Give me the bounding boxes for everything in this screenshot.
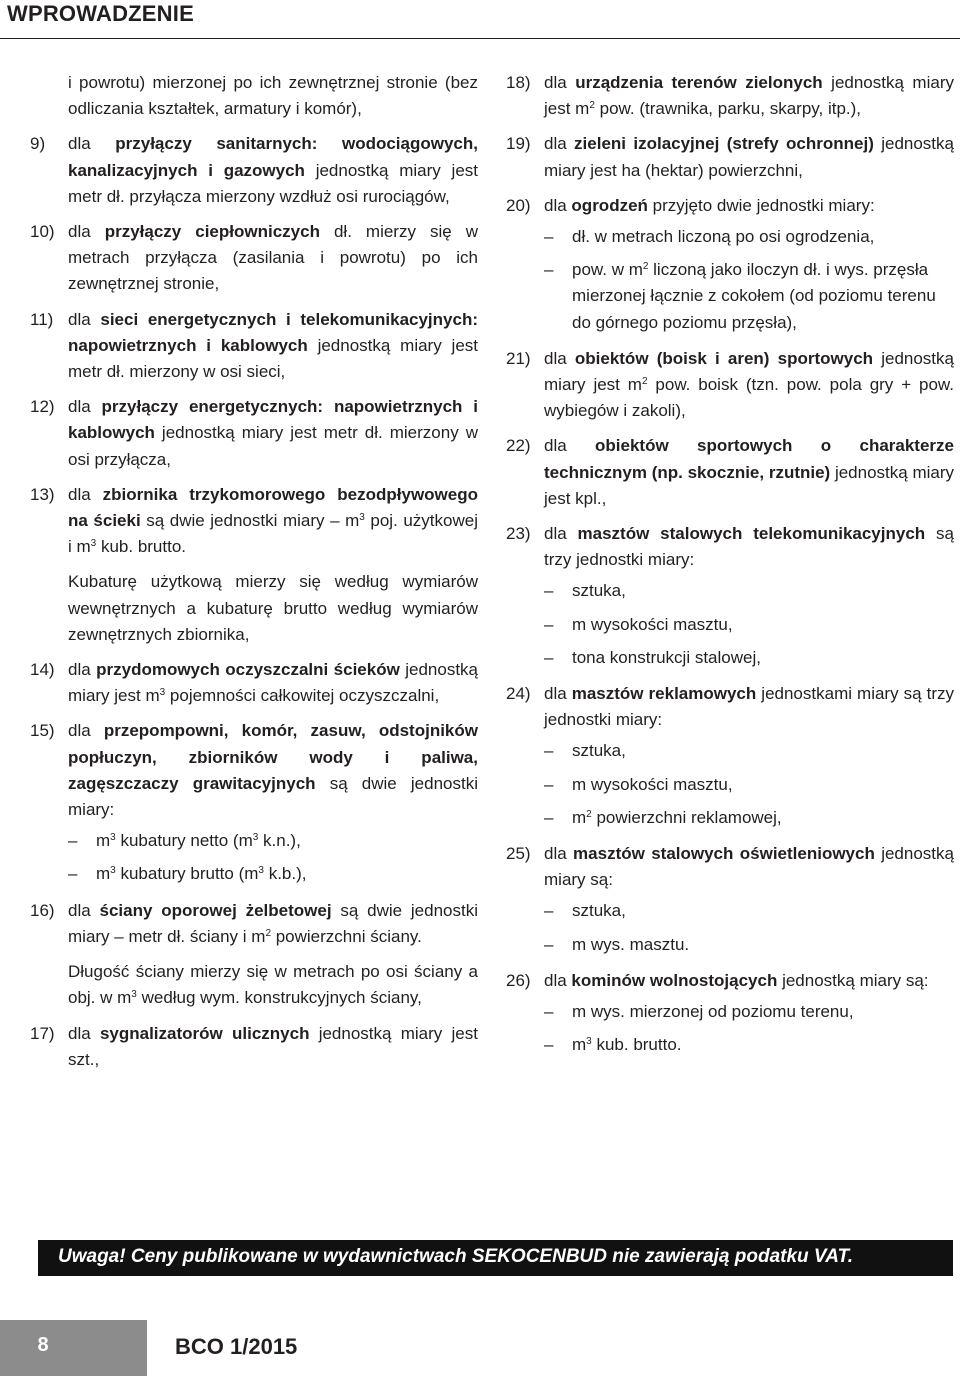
item-description: pojemności całkowitej oczyszczalni, <box>165 686 440 706</box>
item-prefix: dla <box>544 195 572 215</box>
item-prefix: dla <box>544 524 578 544</box>
item-description: jednostką miary jest m <box>68 660 478 706</box>
sub-item <box>30 828 478 854</box>
sub-item <box>506 738 954 764</box>
page-number-box <box>0 1320 147 1376</box>
item-number: 20) <box>506 195 531 215</box>
sub-item-text: sztuka, <box>572 741 626 761</box>
item-prefix: dla <box>68 900 100 920</box>
list-item-19 <box>506 131 954 183</box>
item-prefix: dla <box>544 348 575 368</box>
item-subject: obiektów (boisk i aren) sportowych <box>574 348 874 368</box>
item-description: poj. użytkowej i m <box>68 511 478 557</box>
text-run: kubatury brutto (m <box>115 864 259 884</box>
item-number: 13) <box>30 484 55 504</box>
item-number: 14) <box>30 660 55 680</box>
list-item-18 <box>506 70 954 122</box>
item-prefix: dla <box>544 844 574 864</box>
item-description: przyjęto dwie jednostki miary: <box>647 195 875 215</box>
left-column <box>30 70 478 1082</box>
superscript: 3 <box>159 687 166 699</box>
dash-bullet: – <box>544 227 554 247</box>
list-item-22 <box>506 433 954 512</box>
item-subject: przepompowni, komór, zasuw, odstojników popłuczyn, zbiorników wody i paliwa, zagęszczaczy grawitacyjnych <box>68 721 478 793</box>
superscript: 3 <box>90 538 97 550</box>
dash-bullet: – <box>544 1035 554 1055</box>
item-description: jednostką miary jest ha (hektar) powierzchni, <box>544 134 954 180</box>
item-text <box>544 681 954 733</box>
list-item-25 <box>506 841 954 893</box>
sub-item-text: sztuka, <box>572 901 626 921</box>
sub-item <box>506 898 954 924</box>
item-description: jednostką miary są: <box>777 970 929 990</box>
sub-item <box>506 772 954 798</box>
vat-notice-bar <box>38 1240 953 1276</box>
item-subject: przyłączy energetycznych: napowietrznych i kablowych <box>68 397 478 443</box>
page-number: 8 <box>37 1334 49 1356</box>
item-prefix: dla <box>544 73 576 92</box>
sub-item-text: dł. w metrach liczoną po osi ogrodzenia, <box>572 227 875 247</box>
sub-item <box>506 645 954 671</box>
item-subject: masztów stalowych telekomunikacyjnych <box>577 524 926 544</box>
section-title: WPROWADZENIE <box>7 1 194 26</box>
sub-item <box>30 861 478 887</box>
item-number: 23) <box>506 524 531 544</box>
item-number: 17) <box>30 1023 55 1043</box>
text-run: kubatury netto (m <box>115 831 253 851</box>
item-text <box>544 841 954 893</box>
superscript: 3 <box>110 832 116 844</box>
item-number: 15) <box>30 721 55 741</box>
list-item-26 <box>506 968 954 994</box>
item-description: jednostką miary jest kpl., <box>544 462 954 508</box>
item-subject: przydomowych oczyszczalni ścieków <box>96 660 400 680</box>
item-description: jednostkami miary są trzy jednostki miary: <box>544 684 954 730</box>
item-prefix: dla <box>544 134 575 154</box>
dash-bullet: – <box>544 1002 554 1022</box>
sub-item <box>506 224 954 250</box>
item-text <box>544 193 954 219</box>
text-run: powierzchni reklamowej, <box>591 807 782 827</box>
sub-item <box>506 257 954 336</box>
sub-item <box>506 999 954 1025</box>
item-number: 22) <box>506 436 531 456</box>
item-subject: kominów wolnostojących <box>571 970 778 990</box>
dash-bullet: – <box>544 901 554 921</box>
sub-item <box>506 805 954 831</box>
text-run: m <box>96 831 111 851</box>
item-description: są trzy jednostki miary: <box>544 524 954 570</box>
item-number: 26) <box>506 970 531 990</box>
text-run: m <box>572 807 587 827</box>
item-subject: sygnalizatorów ulicznych <box>99 1023 310 1043</box>
item-text <box>544 346 954 425</box>
item-description: jednostką miary jest m <box>544 348 954 395</box>
superscript: 3 <box>131 989 137 1001</box>
dash-bullet: – <box>544 774 554 794</box>
item-subject: masztów stalowych oświetleniowych <box>573 844 875 864</box>
dash-bullet: – <box>544 934 554 954</box>
list-item-15 <box>30 718 478 823</box>
sub-item-text: sztuka, <box>572 581 626 601</box>
item-description: jednostką miary jest metr dł. mierzony w osi przyłącza, <box>68 423 478 469</box>
dash-bullet: – <box>544 614 554 634</box>
superscript: 3 <box>110 865 116 877</box>
sub-item <box>506 932 954 958</box>
right-column <box>506 70 954 1066</box>
item-number: 19) <box>506 134 531 154</box>
item-prefix: dla <box>68 309 101 329</box>
item-prefix: dla <box>68 1023 100 1043</box>
item-prefix: dla <box>68 721 104 741</box>
sub-item-text: m wys. mierzonej od poziomu terenu, <box>572 1002 854 1022</box>
list-item-23 <box>506 521 954 573</box>
item-subject: zbiornika trzykomorowego bezodpływowego na ścieki <box>68 484 478 531</box>
item-subject: przyłączy sanitarnych: wodociągowych, kanalizacyjnych i gazowych <box>68 134 478 180</box>
text-run: k.b.), <box>263 864 307 884</box>
intro-continuation: i powrotu) mierzonej po ich zewnętrznej stronie (bez odliczania kształtek, armatury i komór), <box>68 73 478 119</box>
superscript: 3 <box>252 832 259 844</box>
sub-item-text: m wysokości masztu, <box>572 614 733 634</box>
superscript: 2 <box>642 261 649 273</box>
item-subject: masztów reklamowych <box>571 684 757 704</box>
text-run: Długość ściany mierzy się w metrach po osi ściany a obj. w m <box>68 962 478 1008</box>
sub-item-text: m wysokości masztu, <box>572 774 733 794</box>
item-13-note: Kubaturę użytkową mierzy się według wymiarów wewnętrznych a kubaturę brutto według wymiarów zewnętrznych zbiornika, <box>68 572 478 644</box>
item-subject: urządzenia terenów zielonych <box>575 73 823 92</box>
list-item-14 <box>30 657 478 709</box>
item-text <box>68 718 478 823</box>
list-item-17 <box>30 1021 478 1073</box>
item-prefix: dla <box>68 397 102 417</box>
item-description: są dwie jednostki miary: <box>68 773 478 820</box>
item-description: jednostką miary jest metr dł. mierzony w osi sieci, <box>68 335 478 382</box>
sub-item-text <box>572 1032 682 1058</box>
superscript: 2 <box>589 100 595 112</box>
superscript: 3 <box>586 1036 592 1048</box>
item-subject: zieleni izolacyjnej (strefy ochronnej) <box>574 134 874 154</box>
dash-bullet: – <box>544 741 554 761</box>
item-text <box>68 657 478 709</box>
list-item-9 <box>30 131 478 210</box>
superscript: 2 <box>265 927 271 939</box>
list-item-12 <box>30 394 478 473</box>
item-text <box>68 394 478 473</box>
text-run: liczoną jako iloczyn dł. i wys. przęsła mierzonej łącznie z cokołem (od poziomu terenu do górnego poziomu przęsła), <box>572 260 936 332</box>
item-text <box>544 968 954 994</box>
item-subject: przyłączy ciepłowniczych <box>104 222 320 242</box>
text-run: m <box>572 1035 587 1055</box>
page-header <box>0 0 960 30</box>
sub-item-text <box>572 805 782 831</box>
item-number: 18) <box>506 73 531 92</box>
sub-item <box>506 578 954 604</box>
item-number: 10) <box>30 222 55 242</box>
item-description: powierzchni ściany. <box>271 926 422 946</box>
item-description: dł. mierzy się w metrach przyłącza (zasilania i powrotu) po ich zewnętrznej stronie, <box>68 222 478 294</box>
list-item-24 <box>506 681 954 733</box>
item-prefix: dla <box>544 684 572 704</box>
list-item-10 <box>30 219 478 298</box>
item-prefix: dla <box>544 436 596 456</box>
superscript: 3 <box>258 865 264 877</box>
header-divider <box>0 38 960 39</box>
item-text <box>68 1021 478 1073</box>
dash-bullet: – <box>68 864 78 884</box>
sub-item <box>506 1032 954 1058</box>
item-prefix: dla <box>68 660 97 680</box>
dash-bullet: – <box>544 581 554 601</box>
item-number: 24) <box>506 684 531 704</box>
superscript: 2 <box>586 808 592 820</box>
item-prefix: dla <box>68 484 103 504</box>
item-description: są dwie jednostki miary – m <box>140 511 360 531</box>
item-description: pow. boisk (tzn. pow. pola gry + pow. wybiegów i zakoli), <box>544 375 954 421</box>
item-text <box>544 521 954 573</box>
item-prefix: dla <box>544 970 572 990</box>
sub-item-text: tona konstrukcji stalowej, <box>572 647 761 667</box>
vat-notice-text: Uwaga! Ceny publikowane w wydawnictwach SEKOCENBUD nie zawierają podatku VAT. <box>58 1246 853 1267</box>
item-text <box>544 433 954 512</box>
item-text <box>68 307 478 386</box>
sub-item-text <box>96 861 306 887</box>
sub-item <box>506 612 954 638</box>
list-item-16 <box>30 898 478 950</box>
list-item-21 <box>506 346 954 425</box>
item-prefix: dla <box>68 134 116 154</box>
item-number: 12) <box>30 397 55 417</box>
text-run: kub. brutto. <box>591 1035 682 1055</box>
text-run: według wym. konstrukcyjnych ściany, <box>136 988 422 1008</box>
text-run: m <box>96 864 111 884</box>
item-subject: obiektów sportowych o charakterze technicznym (np. skocznie, rzutnie) <box>544 436 954 482</box>
item-number: 16) <box>30 900 55 920</box>
item-16-note <box>30 959 478 1011</box>
item-text <box>68 131 478 210</box>
sub-item-text <box>572 257 954 336</box>
item-description: jednostką miary jest metr dł. przyłącza mierzony wzdłuż osi rurociągów, <box>68 160 478 206</box>
text-run: k.n.), <box>258 831 301 851</box>
list-item-20 <box>506 193 954 219</box>
item-subject: ogrodzeń <box>571 195 648 215</box>
item-description: kub. brutto. <box>96 537 187 557</box>
dash-bullet: – <box>544 807 554 827</box>
publication-title: BCO 1/2015 <box>175 1334 298 1359</box>
item-description: jednostką miary są: <box>544 844 954 890</box>
item-subject: ściany oporowej żelbetowej <box>99 900 332 920</box>
list-item-11 <box>30 307 478 386</box>
item-description: pow. (trawnika, parku, skarpy, itp.), <box>594 99 862 119</box>
item-text <box>68 219 478 298</box>
item-text <box>544 131 954 183</box>
item-text <box>68 898 478 950</box>
item-description: jednostką miary jest szt., <box>68 1023 478 1069</box>
item-number: 9) <box>30 134 46 154</box>
item-text <box>544 70 954 122</box>
superscript: 3 <box>359 512 365 524</box>
dash-bullet: – <box>544 647 554 667</box>
item-number: 11) <box>30 309 54 329</box>
dash-bullet: – <box>68 831 78 851</box>
text-run: pow. w m <box>572 260 643 280</box>
sub-item-text: m wys. masztu. <box>572 934 690 954</box>
item-prefix: dla <box>68 222 105 242</box>
sub-item-text <box>96 828 301 854</box>
item-description: jednostką miary jest m <box>544 73 954 119</box>
item-subject: sieci energetycznych i telekomunikacyjnych: napowietrznych i kablowych <box>68 309 478 355</box>
item-number: 25) <box>506 844 531 864</box>
dash-bullet: – <box>544 260 554 280</box>
list-item-13 <box>30 482 478 561</box>
item-number: 21) <box>506 348 531 368</box>
superscript: 2 <box>641 376 648 388</box>
item-text <box>68 482 478 561</box>
item-description: są dwie jednostki miary – metr dł. ściany i m <box>68 900 478 946</box>
